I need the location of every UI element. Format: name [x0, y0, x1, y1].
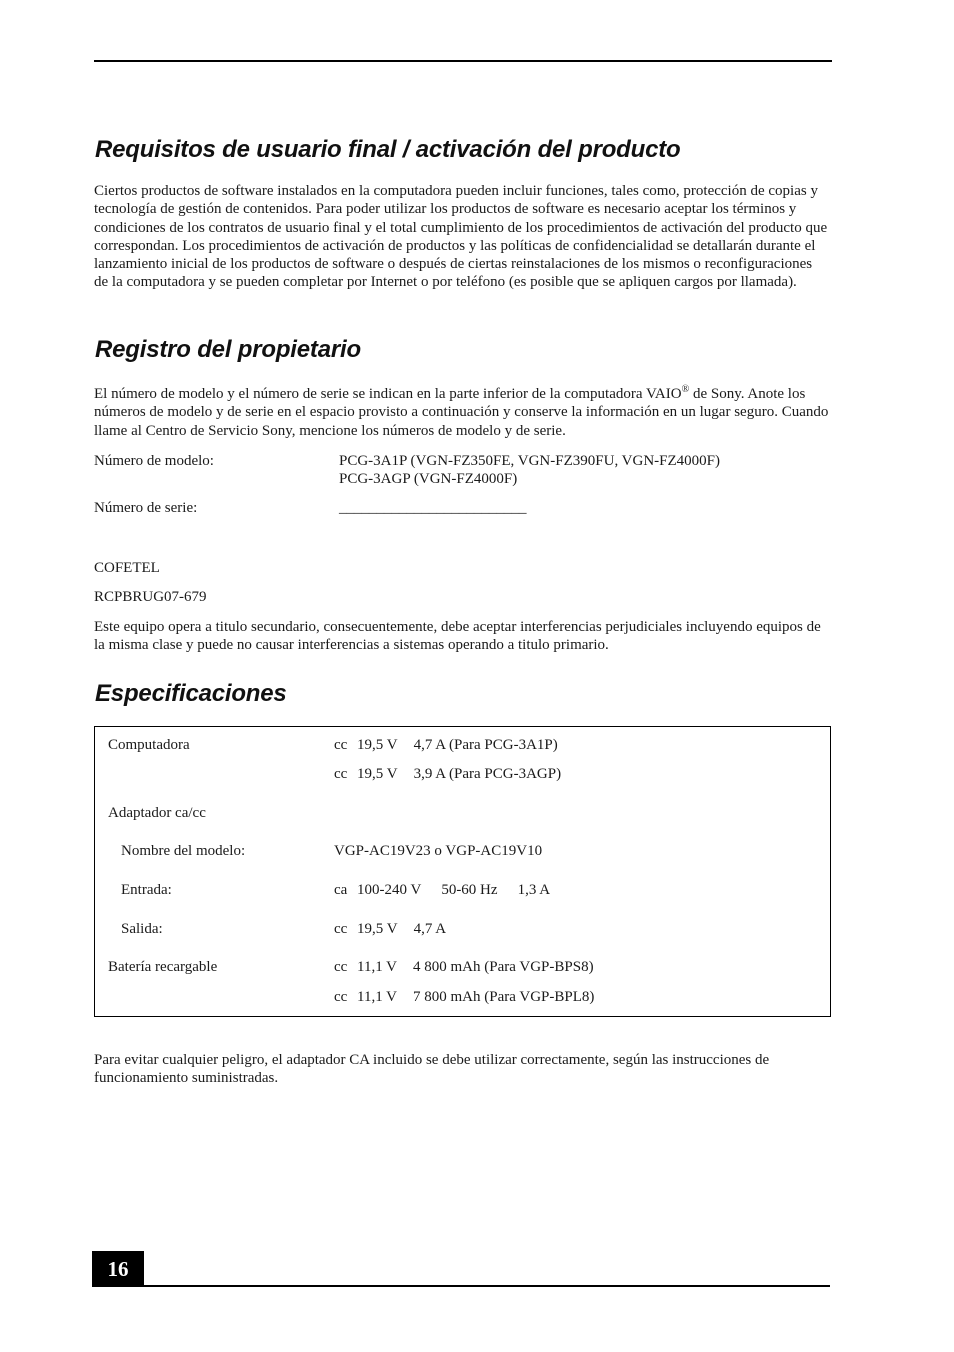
spec-voltage: 19,5 V [357, 921, 398, 937]
dc-symbol: cc [334, 921, 348, 937]
warning-paragraph: Para evitar cualquier peligro, el adaptador CA incluido se debe utilizar correctamente, según las instrucciones de funcionamiento suministradas. [94, 1052, 770, 1087]
dc-symbol: cc [334, 989, 348, 1005]
dc-symbol: cc [334, 737, 348, 753]
spec-capacity: 7 800 mAh (Para VGP-BPL8) [413, 989, 595, 1005]
spec-voltage: 100-240 V [357, 882, 422, 898]
spec-model-name-value: VGP-AC19V23 o VGP-AC19V10 [334, 843, 543, 859]
spec-voltage: 19,5 V [357, 766, 398, 782]
spec-battery-row-2 [334, 988, 594, 1006]
dc-symbol: cc [334, 766, 348, 782]
registered-trademark-symbol: ® [681, 384, 690, 395]
bottom-rule [94, 1285, 830, 1287]
requirements-paragraph: Ciertos productos de software instalados en la computadora pueden incluir funciones, tales como, protección de copias y tecnología de gestión de contenidos. Para poder utilizar los productos de software es necesario aceptar los términos y condiciones de los contratos de usuario final y el total cumplimiento de los procedimientos de activación del producto que correspondan. Los procedimientos de activación de productos y las políticas de confidencialidad se detallarán durante el lanzamiento inicial de los productos de software o después de ciertas reinstalaciones de los mismos o reconfiguraciones de la computadora y se pueden completar por Internet o por teléfono (es posible que se apliquen cargos por llamada). [94, 183, 828, 291]
spec-frequency: 50-60 Hz [441, 882, 498, 898]
spec-capacity: 4 800 mAh (Para VGP-BPS8) [413, 959, 594, 975]
spec-output-label: Salida: [121, 921, 163, 937]
spec-current: 3,9 A (Para PCG-3AGP) [413, 766, 562, 782]
spec-battery-label: Batería recargable [108, 959, 218, 975]
page-number: 16 [92, 1251, 144, 1287]
registration-intro-after: de Sony. Anote los números de modelo y de serie en el espacio provisto a continuación y conserve la información en un lugar seguro. Cuando llame al Centro de Servicio Sony, mencione los números de modelo y de serie. [94, 386, 829, 439]
spec-computer-row-1 [334, 736, 558, 754]
heading-registration: Registro del propietario [95, 336, 361, 363]
registration-intro-before: El número de modelo y el número de serie se indican en la parte inferior de la computadora VAIO [94, 386, 682, 402]
heading-requirements: Requisitos de usuario final / activación del producto [95, 136, 681, 163]
model-number-line1: PCG-3A1P (VGN-FZ350FE, VGN-FZ390FU, VGN-FZ4000F) [339, 453, 721, 469]
spec-current: 4,7 A [413, 921, 447, 937]
ac-symbol: ca [334, 882, 348, 898]
model-number-line2: PCG-3AGP (VGN-FZ4000F) [339, 471, 518, 487]
cofetel-code: RCPBRUG07-679 [94, 589, 207, 605]
spec-input-value [334, 881, 550, 899]
top-rule [94, 60, 832, 62]
spec-voltage: 11,1 V [357, 989, 398, 1005]
spec-voltage: 19,5 V [357, 737, 398, 753]
spec-output-value [334, 920, 446, 938]
spec-computer-row-2 [334, 765, 561, 783]
heading-specifications: Especificaciones [95, 680, 287, 707]
spec-current: 1,3 A [517, 882, 551, 898]
spec-input-label: Entrada: [121, 882, 172, 898]
dc-symbol: cc [334, 959, 348, 975]
cofetel-paragraph: Este equipo opera a titulo secundario, consecuentemente, debe aceptar interferencias perjudiciales incluyendo equipos de la misma clase y puede no causar interferencias a sistemas operando a titulo primario. [94, 619, 821, 654]
spec-model-name-label: Nombre del modelo: [121, 843, 246, 859]
spec-battery-row-1 [334, 958, 594, 976]
spec-computer-label: Computadora [108, 737, 190, 753]
spec-current: 4,7 A (Para PCG-3A1P) [413, 737, 558, 753]
specifications-table [94, 726, 831, 1017]
serial-number-label: Número de serie: [94, 500, 198, 516]
model-number-label: Número de modelo: [94, 453, 214, 469]
spec-voltage: 11,1 V [357, 959, 398, 975]
registration-paragraph [94, 385, 830, 440]
spec-adapter-label: Adaptador ca/cc [108, 805, 206, 821]
cofetel-title: COFETEL [94, 560, 160, 576]
serial-number-blank: _________________________ [339, 500, 527, 516]
